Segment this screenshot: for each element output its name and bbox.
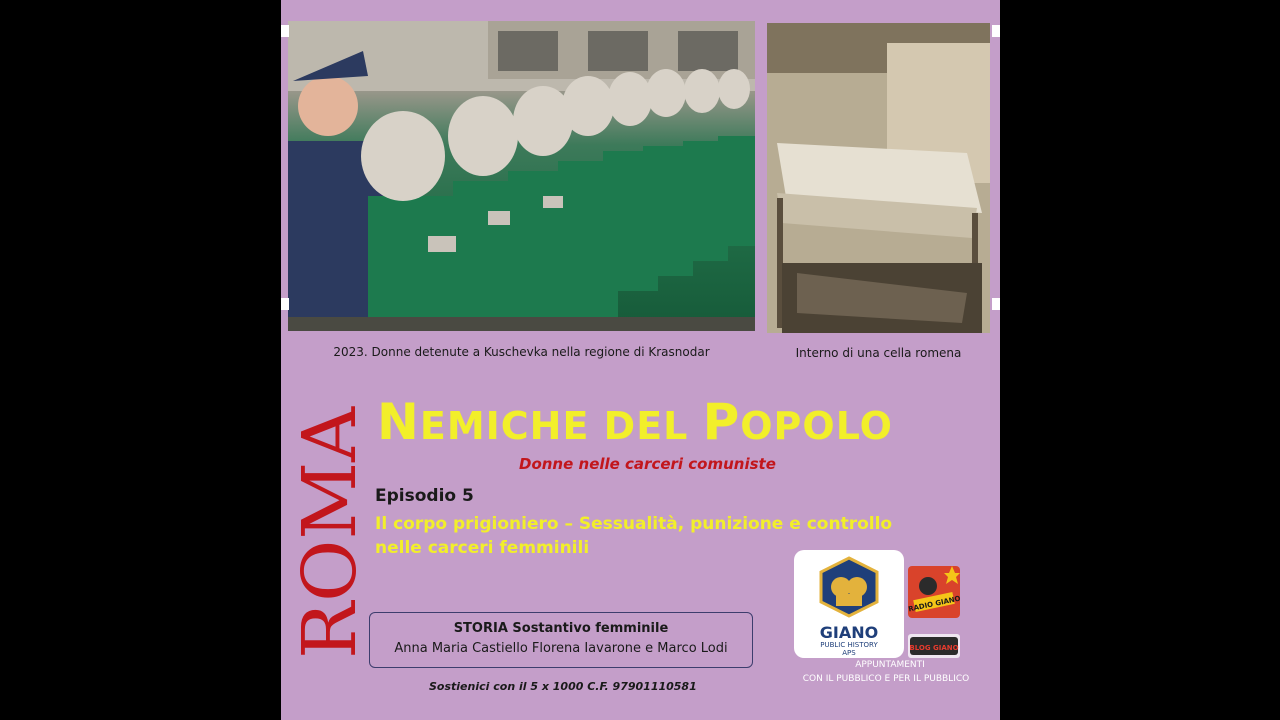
cell-photo-caption: Interno di una cella romena xyxy=(795,346,962,360)
giano-logo xyxy=(794,550,904,658)
blog-giano-logo xyxy=(908,634,960,658)
cell-illustration xyxy=(767,23,990,333)
tagline-line-1: APPUNTAMENTI xyxy=(855,660,925,670)
photo-corner-mark xyxy=(992,25,1000,37)
title-initial-p: P xyxy=(702,393,741,451)
podcast-cover xyxy=(281,0,1000,720)
title-part-1: EMICHE DEL xyxy=(419,404,703,448)
episode-title-line-2: nelle carceri femminili xyxy=(375,538,590,558)
giano-name: GIANO xyxy=(819,623,879,642)
janus-hexagon-icon xyxy=(794,550,904,622)
photo-corner-mark xyxy=(281,298,289,310)
title-initial-n: N xyxy=(377,393,420,451)
photo-corner-mark xyxy=(992,298,1000,310)
roma-text: ROMA xyxy=(287,413,373,659)
episode-title-line-1: Il corpo prigioniero – Sessualità, punizione e controllo xyxy=(375,514,893,534)
tagline-line-2: CON IL PUBBLICO E PER IL PUBBLICO xyxy=(802,674,970,684)
support-text: Sostienici con il 5 x 1000 C.F. 97901110581 xyxy=(429,680,697,693)
credits-title: STORIA Sostantivo femminile xyxy=(453,621,669,636)
giano-sub-line-2: APS xyxy=(842,649,856,657)
blog-giano-text: BLOG GIANO xyxy=(909,644,959,652)
giano-sub-line-1: PUBLIC HISTORY xyxy=(820,641,878,649)
cell-photo xyxy=(767,23,990,333)
prisoners-illustration xyxy=(288,21,755,331)
roma-vertical-title xyxy=(287,405,373,661)
giano-subtitle xyxy=(794,641,904,657)
title-part-2: OPOLO xyxy=(740,404,893,448)
radio-giano-text: RADIO GIANO xyxy=(907,594,962,614)
credits-box xyxy=(369,612,753,668)
subtitle: Donne nelle carceri comuniste xyxy=(519,455,776,473)
blog-icon xyxy=(908,634,960,658)
prisoners-photo-caption: 2023. Donne detenute a Kuschevka nella regione di Krasnodar xyxy=(333,345,710,359)
main-title xyxy=(377,393,937,451)
radio-microphone-icon xyxy=(908,566,960,618)
prisoners-photo xyxy=(288,21,755,331)
radio-giano-logo xyxy=(908,566,960,618)
photo-corner-mark xyxy=(281,25,289,37)
episode-label: Episodio 5 xyxy=(375,486,474,506)
credits-names: Anna Maria Castiello Florena Iavarone e Marco Lodi xyxy=(394,641,728,656)
